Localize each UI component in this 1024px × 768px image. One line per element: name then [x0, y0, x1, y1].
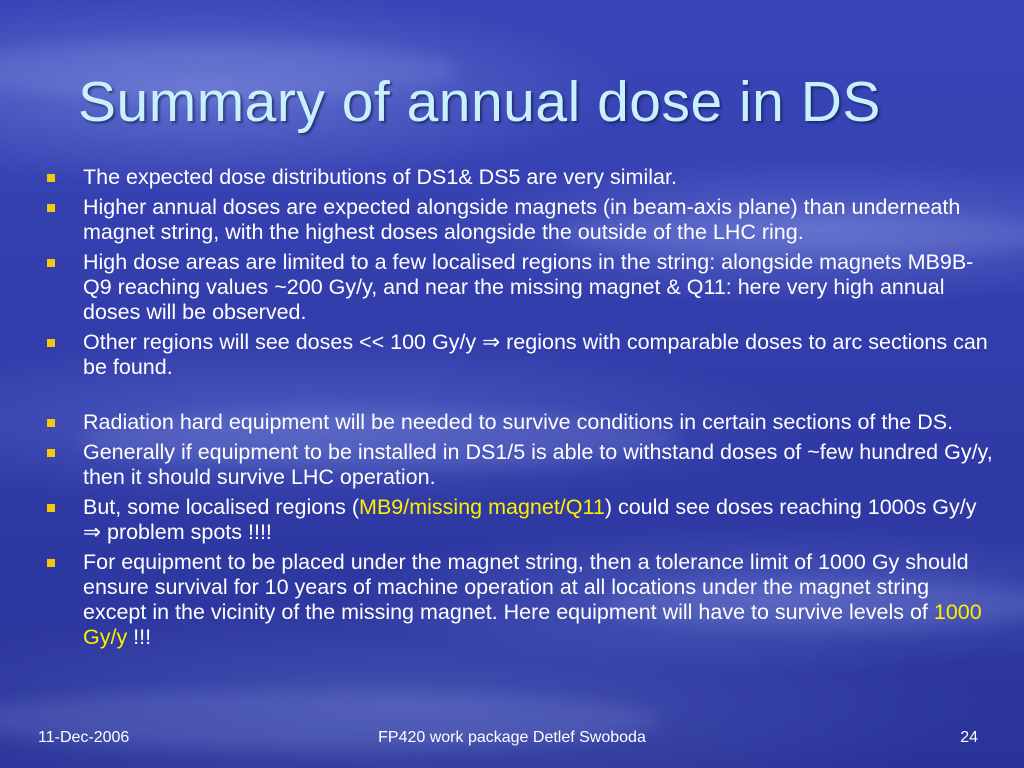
square-bullet-icon — [47, 449, 55, 457]
bullet-text: Higher annual doses are expected alongside magnets (in beam-axis plane) than underneath magnet string, with the highest doses alongside the outside of the LHC ring. — [83, 195, 961, 244]
bullet-item — [44, 495, 994, 545]
bullet-item — [44, 440, 994, 490]
bullet-text-pre: For equipment to be placed under the magnet string, then a tolerance limit of 1000 Gy should ensure survival for 10 years of machine operation at all locations under the magnet string except in the vicinity of the missing magnet. Here equipment will have to survive levels of — [83, 550, 969, 624]
square-bullet-icon — [47, 419, 55, 427]
bullet-text: Other regions will see doses << 100 Gy/y ⇒ regions with comparable doses to arc sections can be found. — [83, 330, 988, 379]
bullet-text: High dose areas are limited to a few localised regions in the string: alongside magnets MB9B-Q9 reaching values ~200 Gy/y, and near the missing magnet & Q11: here very high annual doses will be observed. — [83, 250, 974, 324]
slide-number: 24 — [960, 729, 978, 746]
bullet-item — [44, 410, 994, 435]
bullet-item — [44, 195, 994, 245]
bullet-item — [44, 165, 994, 190]
footer-title: FP420 work package Detlef Swoboda — [378, 729, 646, 746]
square-bullet-icon — [47, 339, 55, 347]
bullet-text-pre: But, some localised regions ( — [83, 495, 360, 519]
bullet-item — [44, 330, 994, 380]
bullet-item — [44, 550, 994, 650]
bullet-text-post: !!! — [127, 625, 152, 649]
bullet-text: Radiation hard equipment will be needed to survive conditions in certain sections of the DS. — [83, 410, 954, 434]
bullet-text: The expected dose distributions of DS1& DS5 are very similar. — [83, 165, 677, 189]
slide-title: Summary of annual dose in DS — [78, 70, 881, 134]
footer-date: 11-Dec-2006 — [38, 729, 130, 746]
bullet-item — [44, 250, 994, 325]
bullet-text — [83, 550, 982, 649]
square-bullet-icon — [47, 174, 55, 182]
bullet-text: Generally if equipment to be installed in DS1/5 is able to withstand doses of ~few hundred Gy/y, then it should survive LHC operation. — [83, 440, 993, 489]
highlighted-dose-level: 1000 Gy/y — [83, 600, 982, 649]
bullet-text — [83, 495, 977, 544]
square-bullet-icon — [47, 204, 55, 212]
bullet-list — [44, 165, 994, 655]
highlighted-regions: MB9/missing magnet/Q11 — [359, 495, 605, 519]
square-bullet-icon — [47, 259, 55, 267]
square-bullet-icon — [47, 559, 55, 567]
bullet-text-post: ) could see doses reaching 1000s Gy/y ⇒ problem spots !!!! — [83, 495, 977, 544]
square-bullet-icon — [47, 504, 55, 512]
